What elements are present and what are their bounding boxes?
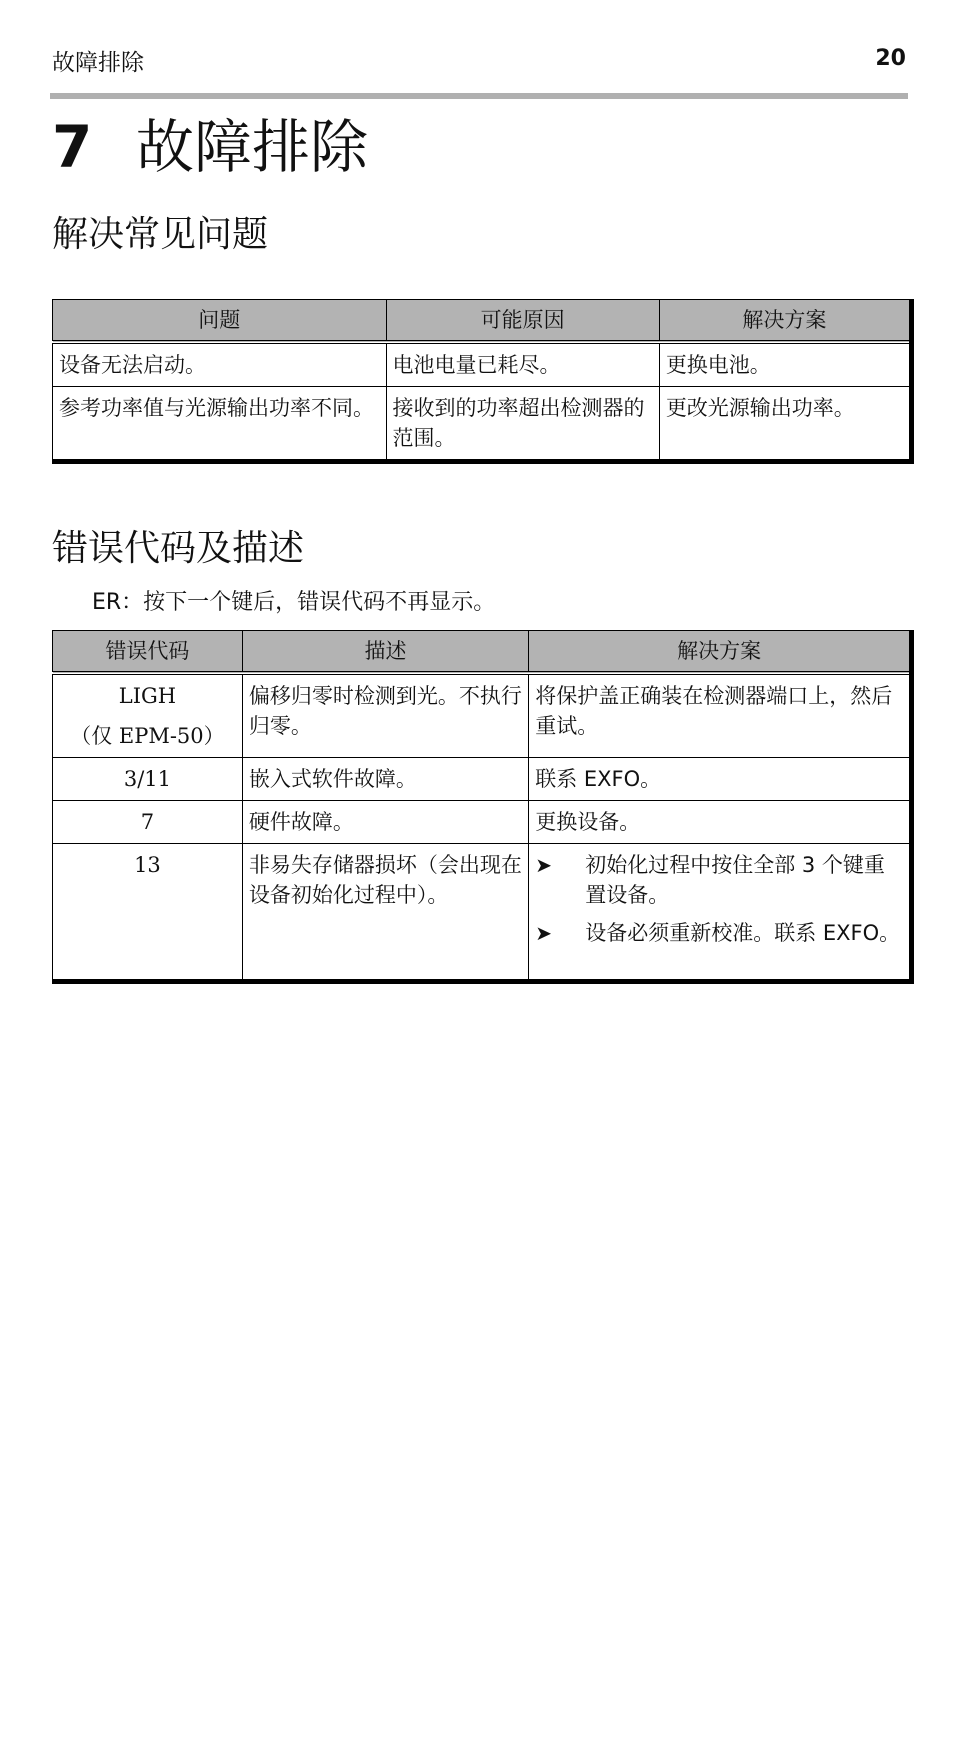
- section-title-common-problems: 解决常见问题: [52, 214, 269, 255]
- solution-cell: 联系 EXFO。: [529, 758, 912, 801]
- table-row: [53, 387, 912, 462]
- column-header-problem: 问题: [53, 300, 387, 343]
- table-header-row: [53, 631, 912, 674]
- column-header-solution: 解决方案: [529, 631, 912, 674]
- table-row: [53, 844, 912, 982]
- description-cell: 硬件故障。: [242, 801, 528, 844]
- header-rule: [50, 93, 908, 99]
- cause-cell: 电池电量已耗尽。: [386, 342, 659, 387]
- error-code-cell: 7: [53, 801, 243, 844]
- column-header-description: 描述: [242, 631, 528, 674]
- section-title-error-codes: 错误代码及描述: [52, 528, 305, 569]
- running-title: 故障排除: [52, 50, 144, 76]
- description-cell: 嵌入式软件故障。: [242, 758, 528, 801]
- column-header-solution: 解决方案: [659, 300, 911, 343]
- solution-cell: 更改光源输出功率。: [659, 387, 911, 462]
- error-codes-table: [52, 630, 914, 984]
- error-code-qualifier: （仅 EPM-50）: [70, 724, 225, 748]
- solution-cell: 将保护盖正确装在检测器端口上，然后重试。: [529, 673, 912, 758]
- solution-step-text: 初始化过程中按住全部 3 个键重置设备。: [585, 853, 885, 907]
- arrow-bullet-icon: ➤: [535, 921, 552, 945]
- solution-cell: 更换设备。: [529, 801, 912, 844]
- description-cell: 非易失存储器损坏（会出现在设备初始化过程中）。: [242, 844, 528, 982]
- problem-cell: 设备无法启动。: [53, 342, 387, 387]
- error-note: ER：按下一个键后，错误代码不再显示。: [92, 590, 496, 615]
- description-cell: 偏移归零时检测到光。不执行归零。: [242, 673, 528, 758]
- error-code: LIGH: [118, 684, 177, 708]
- table-row: [53, 758, 912, 801]
- chapter-title: 故障排除: [136, 113, 369, 181]
- solution-cell: [529, 844, 912, 982]
- problem-cell: 参考功率值与光源输出功率不同。: [53, 387, 387, 462]
- running-header: [52, 42, 906, 76]
- table-row: [53, 801, 912, 844]
- common-problems-table: [52, 299, 914, 464]
- error-code-cell: [53, 673, 243, 758]
- solution-step-text: 设备必须重新校准。联系 EXFO。: [585, 921, 901, 945]
- solution-step: [535, 850, 903, 910]
- arrow-bullet-icon: ➤: [535, 853, 552, 877]
- error-code-cell: 13: [53, 844, 243, 982]
- column-header-error-code: 错误代码: [53, 631, 243, 674]
- error-code-cell: 3/11: [53, 758, 243, 801]
- table-header-row: [53, 300, 912, 343]
- cause-cell: 接收到的功率超出检测器的范围。: [386, 387, 659, 462]
- solution-step: [535, 918, 903, 948]
- column-header-cause: 可能原因: [386, 300, 659, 343]
- chapter-number: 7: [52, 113, 93, 181]
- table-row: [53, 342, 912, 387]
- page-number: 20: [875, 46, 906, 71]
- solution-cell: 更换电池。: [659, 342, 911, 387]
- table-row: [53, 673, 912, 758]
